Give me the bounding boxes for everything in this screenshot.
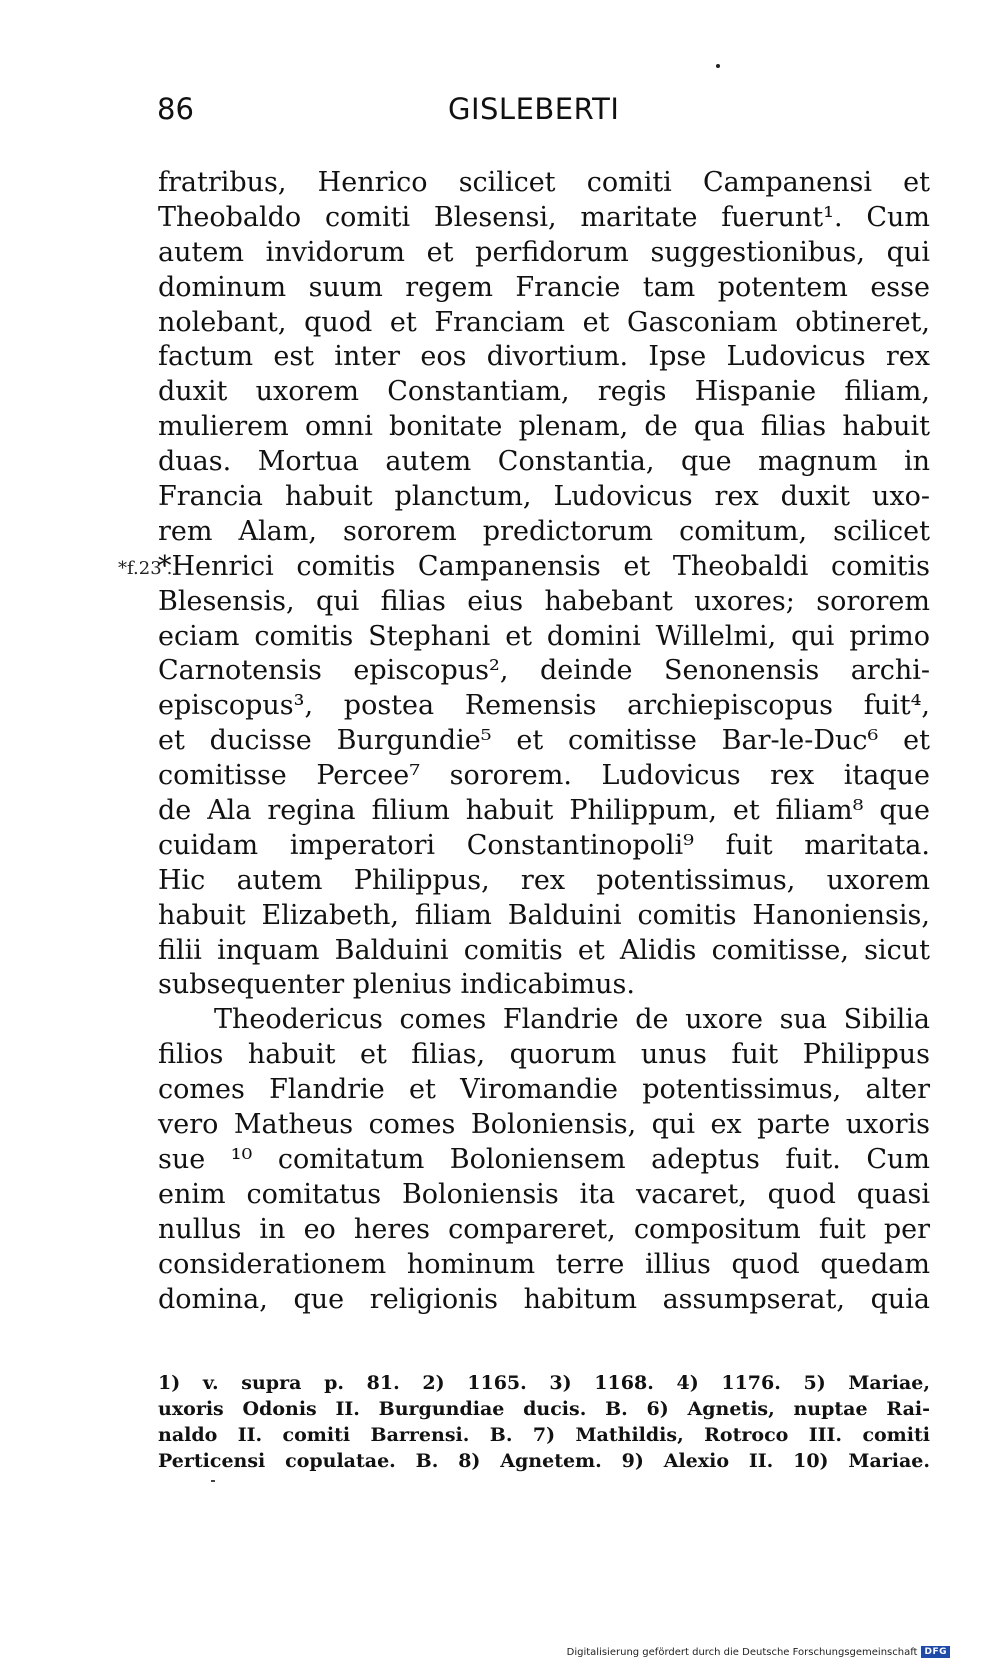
footnote-line: naldo II. comiti Barrensi. B. 7) Mathildis, Rotroco III. comiti — [158, 1424, 930, 1446]
text-line: dominum suum regem Francie tam potentem esse — [158, 271, 930, 303]
text-line: habuit Elizabeth, filiam Balduini comitis Hanoniensis, — [158, 899, 930, 931]
text-line: nullus in eo heres compareret, compositum fuit per — [158, 1213, 930, 1245]
text-line: nolebant, quod et Franciam et Gasconiam obtineret, — [158, 306, 930, 338]
text-line: cuidam imperatori Constantinopoli⁹ fuit maritata. — [158, 829, 930, 861]
text-line: Francia habuit planctum, Ludovicus rex duxit uxo- — [158, 481, 930, 513]
digitization-credit — [567, 1646, 950, 1658]
dfg-logo-icon: DFG — [921, 1646, 950, 1658]
text-line: sue ¹⁰ comitatum Boloniensem adeptus fuit. Cum — [158, 1143, 930, 1175]
text-line: episcopus³, postea Remensis archiepiscopus fuit⁴, — [158, 690, 930, 722]
text-line: vero Matheus comes Boloniensis, qui ex parte uxoris — [158, 1109, 930, 1141]
text-line: mulierem omni bonitate plenam, de qua filias habuit — [158, 411, 930, 443]
text-line: rem Alam, sororem predictorum comitum, scilicet — [158, 515, 930, 547]
page-mark — [211, 1480, 215, 1482]
footnote-line: Perticensi copulatae. B. 8) Agnetem. 9) Alexio II. 10) Mariae. — [158, 1450, 930, 1472]
text-line: considerationem hominum terre illius quod quedam — [158, 1248, 930, 1280]
text-line: comitisse Percee⁷ sororem. Ludovicus rex itaque — [158, 760, 930, 792]
text-line: fratribus, Henrico scilicet comiti Campanensi et — [158, 167, 930, 198]
text-line: Blesensis, qui filias eius habebant uxores; sororem — [158, 585, 930, 617]
text-line: factum est inter eos divortium. Ipse Ludovicus rex — [158, 341, 930, 373]
footnotes — [158, 1370, 930, 1474]
running-title: GISLEBERTI — [448, 92, 620, 126]
main-text — [158, 166, 930, 1317]
text-line: et ducisse Burgundie⁵ et comitisse Bar-le-Duc⁶ et — [158, 725, 930, 757]
text-line: duxit uxorem Constantiam, regis Hispanie filiam, — [158, 376, 930, 408]
text-line: *Henrici comitis Campanensis et Theobaldi comitis — [158, 550, 930, 582]
text-line: enim comitatus Boloniensis ita vacaret, quod quasi — [158, 1178, 930, 1210]
text-line: subsequenter plenius indicabimus. — [158, 969, 635, 1001]
text-line: comes Flandrie et Viromandie potentissimus, alter — [158, 1074, 930, 1106]
page-speck — [716, 64, 720, 68]
text-line: Theodericus comes Flandrie de uxore sua Sibilia — [214, 1004, 930, 1036]
text-line: Hic autem Philippus, rex potentissimus, uxorem — [158, 864, 930, 896]
text-line: autem invidorum et perfidorum suggestionibus, qui — [158, 236, 930, 268]
text-line: eciam comitis Stephani et domini Willelmi, qui primo — [158, 620, 930, 652]
digitization-note: Digitalisierung gefördert durch die Deutsche Forschungsgemeinschaft — [566, 1646, 918, 1658]
text-line: filii inquam Balduini comitis et Alidis comitisse, sicut — [158, 934, 930, 966]
text-line: filios habuit et filias, quorum unus fuit Philippus — [158, 1039, 930, 1071]
footnote-line: uxoris Odonis II. Burgundiae ducis. B. 6) Agnetis, nuptae Rai- — [158, 1398, 930, 1420]
text-line: domina, que religionis habitum assumpserat, quia — [158, 1283, 930, 1315]
text-line: Theobaldo comiti Blesensi, maritate fuerunt¹. Cum — [158, 201, 930, 233]
margin-folio-note: *f.23'. — [118, 558, 173, 579]
footnote-line: 1) v. supra p. 81. 2) 1165. 3) 1168. 4) 1176. 5) Mariae, — [158, 1372, 930, 1394]
page-number: 86 — [157, 92, 194, 126]
text-line: de Ala regina filium habuit Philippum, et filiam⁸ que — [158, 795, 930, 827]
text-line: duas. Mortua autem Constantia, que magnum in — [158, 446, 930, 478]
text-line: Carnotensis episcopus², deinde Senonensis archi- — [158, 655, 930, 687]
